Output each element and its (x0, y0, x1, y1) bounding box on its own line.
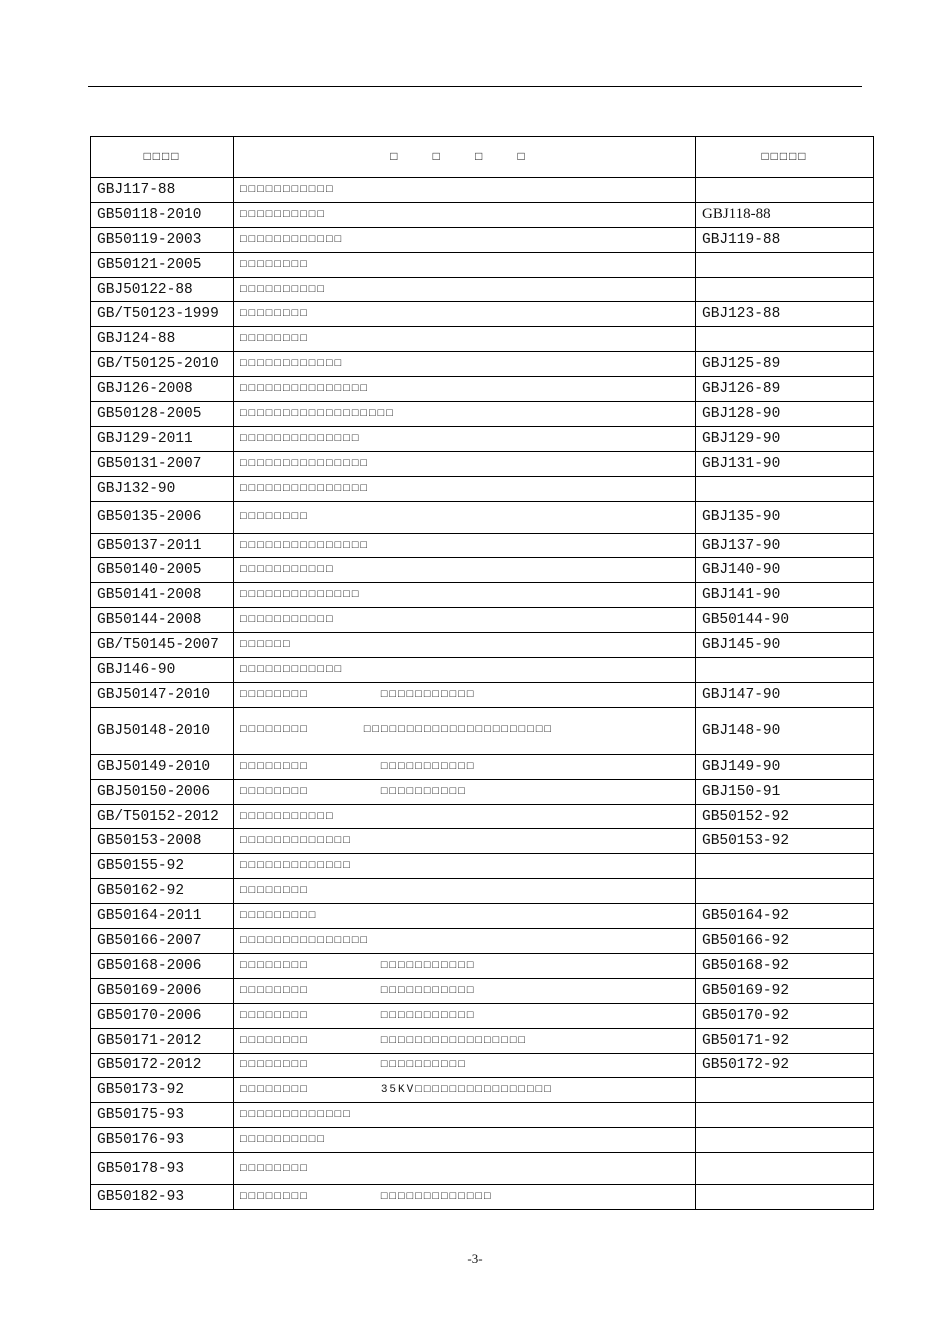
table-row (91, 1003, 874, 1028)
standard-name-suffix: □□□□□□□□□□□ (380, 984, 476, 997)
table-row (91, 451, 874, 476)
standard-name-prefix: □□□□□□□□ (240, 1191, 309, 1203)
replaced-standard: GBJ129-90 (696, 426, 874, 451)
standard-name (234, 754, 696, 779)
standard-name (234, 953, 696, 978)
standards-table (90, 136, 874, 1210)
table-row (91, 476, 874, 501)
replaced-standard (696, 658, 874, 683)
table-header-row (91, 137, 874, 178)
replaced-standard (696, 252, 874, 277)
standard-name (234, 779, 696, 804)
standard-code: GB50162-92 (91, 879, 234, 904)
replaced-standard (696, 1103, 874, 1128)
table-row (91, 829, 874, 854)
replaced-standard: GB50169-92 (696, 978, 874, 1003)
standard-code: GB50137-2011 (91, 533, 234, 558)
replaced-standard: GB50172-92 (696, 1053, 874, 1078)
standard-name: □□□□□□□□ (234, 1153, 696, 1185)
table-row (91, 202, 874, 227)
standard-code: GB50169-2006 (91, 978, 234, 1003)
standard-name: □□□□□□□□□□□□□ (234, 829, 696, 854)
table-row (91, 1053, 874, 1078)
standard-code: GB50164-2011 (91, 904, 234, 929)
standard-code: GBJ124-88 (91, 327, 234, 352)
standard-name: □□□□□□□□□□□□□□□ (234, 476, 696, 501)
standard-code: GB50166-2007 (91, 929, 234, 954)
standard-name: □□□□□□□□□□□□ (234, 658, 696, 683)
replaced-standard: GBJ137-90 (696, 533, 874, 558)
replaced-standard: GBJ135-90 (696, 501, 874, 533)
table-row (91, 352, 874, 377)
standard-name-prefix: □□□□□□□□ (240, 760, 309, 773)
standard-name-suffix: □□□□□□□□□□□ (380, 760, 476, 773)
table-row (91, 252, 874, 277)
standard-name: □□□□□□□□□□□□□□□ (234, 533, 696, 558)
table-row (91, 1078, 874, 1103)
replaced-standard (696, 1128, 874, 1153)
replaced-standard: GBJ128-90 (696, 402, 874, 427)
standard-code: GB50131-2007 (91, 451, 234, 476)
standard-name: □□□□□□□□□□□ (234, 608, 696, 633)
standard-name-prefix: □□□□□□□□ (240, 1009, 309, 1022)
replaced-standard (696, 277, 874, 302)
standard-code: GBJ132-90 (91, 476, 234, 501)
replaced-standard (696, 1078, 874, 1103)
standard-code: GBJ50149-2010 (91, 754, 234, 779)
standard-code: GB/T50125-2010 (91, 352, 234, 377)
standard-name-prefix: □□□□□□□□ (240, 785, 309, 798)
standard-name (234, 1078, 696, 1103)
standard-name-suffix: □□□□□□□□□□ (380, 785, 467, 798)
standard-name: □□□□□□□□ (234, 501, 696, 533)
table-row (91, 804, 874, 829)
table-row (91, 904, 874, 929)
standard-name-prefix: □□□□□□□□ (240, 1084, 309, 1097)
standard-name (234, 1053, 696, 1078)
table-row (91, 302, 874, 327)
replaced-standard: GBJ126-89 (696, 377, 874, 402)
standard-name (234, 1185, 696, 1210)
standard-code: GB50178-93 (91, 1153, 234, 1185)
standard-name-prefix: □□□□□□□□ (240, 959, 309, 972)
table-row (91, 501, 874, 533)
standard-code: GB50173-92 (91, 1078, 234, 1103)
replaced-standard: GBJ148-90 (696, 707, 874, 754)
standard-name-suffix: □□□□□□□□□□□□□ (380, 1191, 493, 1203)
standard-code: GBJ146-90 (91, 658, 234, 683)
table-row (91, 608, 874, 633)
standard-code: GBJ50150-2006 (91, 779, 234, 804)
table-row (91, 558, 874, 583)
standard-name-suffix: □□□□□□□□□□□□□□□□□□□□□□ (363, 724, 554, 737)
standard-code: GB50119-2003 (91, 227, 234, 252)
replaced-standard (696, 879, 874, 904)
standard-name-suffix: □□□□□□□□□□□□□□□□□ (380, 1034, 528, 1047)
column-header-replaces: □□□□□ (696, 137, 874, 178)
table-row (91, 879, 874, 904)
column-header-name: □ □ □ □ (234, 137, 696, 178)
standard-name: □□□□□□□□□□□□□ (234, 854, 696, 879)
table-row (91, 583, 874, 608)
replaced-standard (696, 178, 874, 203)
standard-name: □□□□□□□□ (234, 879, 696, 904)
replaced-standard: GB50168-92 (696, 953, 874, 978)
standard-code: GB/T50152-2012 (91, 804, 234, 829)
standard-name: □□□□□□□□ (234, 252, 696, 277)
standard-name: □□□□□□□□□□□□□□□ (234, 929, 696, 954)
table-row (91, 1028, 874, 1053)
standard-code: GBJ50147-2010 (91, 682, 234, 707)
replaced-standard: GB50164-92 (696, 904, 874, 929)
standard-code: GB/T50145-2007 (91, 633, 234, 658)
replaced-standard: GB50144-90 (696, 608, 874, 633)
standard-code: GB50172-2012 (91, 1053, 234, 1078)
table-row (91, 707, 874, 754)
standard-code: GB50128-2005 (91, 402, 234, 427)
standard-name: □□□□□□□□□□□□□□□ (234, 451, 696, 476)
table-body (91, 178, 874, 1210)
replaced-standard: GB50166-92 (696, 929, 874, 954)
table-row (91, 953, 874, 978)
replaced-standard: GBJ131-90 (696, 451, 874, 476)
standard-code: GBJ117-88 (91, 178, 234, 203)
standard-name-suffix: □□□□□□□□□□□ (380, 1009, 476, 1022)
table-row (91, 1185, 874, 1210)
standard-name-suffix: 35KV□□□□□□□□□□□□□□□□ (380, 1084, 553, 1097)
standard-code: GB50141-2008 (91, 583, 234, 608)
replaced-standard: GBJ150-91 (696, 779, 874, 804)
standard-code: GB50153-2008 (91, 829, 234, 854)
standard-code: GB50140-2005 (91, 558, 234, 583)
standard-name (234, 682, 696, 707)
standard-code: GB50182-93 (91, 1185, 234, 1210)
standard-name (234, 1003, 696, 1028)
table-row (91, 978, 874, 1003)
page-number: -3- (467, 1251, 483, 1266)
standard-name: □□□□□□ (234, 633, 696, 658)
replaced-standard: GBJ118-88 (696, 202, 874, 227)
table-row (91, 227, 874, 252)
standard-name (234, 707, 696, 754)
replaced-standard: GBJ119-88 (696, 227, 874, 252)
replaced-standard (696, 1153, 874, 1185)
table-row (91, 327, 874, 352)
standard-code: GB50171-2012 (91, 1028, 234, 1053)
replaced-standard: GB50152-92 (696, 804, 874, 829)
replaced-standard: GBJ141-90 (696, 583, 874, 608)
standard-name-suffix: □□□□□□□□□□ (380, 1059, 467, 1072)
standard-name: □□□□□□□□ (234, 327, 696, 352)
column-header-code: □□□□ (91, 137, 234, 178)
standard-name: □□□□□□□□□□□ (234, 178, 696, 203)
table-row (91, 929, 874, 954)
standard-name: □□□□□□□□□□□□□ (234, 1103, 696, 1128)
standard-name: □□□□□□□□□□□□□□ (234, 583, 696, 608)
standard-name: □□□□□□□□□□□ (234, 558, 696, 583)
standard-code: GB50121-2005 (91, 252, 234, 277)
standard-code: GBJ50148-2010 (91, 707, 234, 754)
standard-name-prefix: □□□□□□□□ (240, 984, 309, 997)
table-row (91, 1128, 874, 1153)
standard-name: □□□□□□□□ (234, 302, 696, 327)
replaced-standard: GBJ145-90 (696, 633, 874, 658)
standard-name (234, 1028, 696, 1053)
standard-name: □□□□□□□□□□ (234, 277, 696, 302)
table-row (91, 277, 874, 302)
table-row (91, 854, 874, 879)
standard-name-prefix: □□□□□□□□ (240, 1059, 309, 1072)
standard-name-suffix: □□□□□□□□□□□ (380, 959, 476, 972)
replaced-standard: GB50170-92 (696, 1003, 874, 1028)
table-row (91, 426, 874, 451)
standard-name: □□□□□□□□□□□□ (234, 227, 696, 252)
table-row (91, 377, 874, 402)
standard-code: GBJ50122-88 (91, 277, 234, 302)
table-row (91, 178, 874, 203)
table-row (91, 1153, 874, 1185)
standard-code: GB50170-2006 (91, 1003, 234, 1028)
standard-name-prefix: □□□□□□□□ (240, 688, 309, 701)
replaced-standard (696, 854, 874, 879)
standard-name: □□□□□□□□□□□□□□□ (234, 377, 696, 402)
standard-code: GB50135-2006 (91, 501, 234, 533)
standard-code: GB50118-2010 (91, 202, 234, 227)
standard-code: GB50176-93 (91, 1128, 234, 1153)
table-row (91, 658, 874, 683)
table-row (91, 402, 874, 427)
standard-name (234, 978, 696, 1003)
standard-code: GB50168-2006 (91, 953, 234, 978)
standard-name: □□□□□□□□□□ (234, 202, 696, 227)
table-row (91, 779, 874, 804)
standard-name-prefix: □□□□□□□□ (240, 724, 309, 737)
replaced-standard (696, 1185, 874, 1210)
replaced-standard: GBJ149-90 (696, 754, 874, 779)
standard-code: GB50155-92 (91, 854, 234, 879)
standard-name: □□□□□□□□□□ (234, 1128, 696, 1153)
standard-code: GB/T50123-1999 (91, 302, 234, 327)
standard-code: GB50144-2008 (91, 608, 234, 633)
replaced-standard: GBJ125-89 (696, 352, 874, 377)
standard-name: □□□□□□□□□ (234, 904, 696, 929)
table-row (91, 682, 874, 707)
replaced-standard: GB50153-92 (696, 829, 874, 854)
replaced-standard: GB50171-92 (696, 1028, 874, 1053)
replaced-standard: GBJ147-90 (696, 682, 874, 707)
table-row (91, 633, 874, 658)
standard-name-prefix: □□□□□□□□ (240, 1034, 309, 1047)
standard-code: GBJ126-2008 (91, 377, 234, 402)
standard-name: □□□□□□□□□□□□□□ (234, 426, 696, 451)
standard-name: □□□□□□□□□□□ (234, 804, 696, 829)
table-row (91, 1103, 874, 1128)
standard-code: GB50175-93 (91, 1103, 234, 1128)
table-row (91, 533, 874, 558)
replaced-standard: GBJ123-88 (696, 302, 874, 327)
header-rule (88, 86, 862, 87)
replaced-standard (696, 476, 874, 501)
replaced-standard (696, 327, 874, 352)
standard-name: □□□□□□□□□□□□□□□□□□ (234, 402, 696, 427)
replaced-standard: GBJ140-90 (696, 558, 874, 583)
standard-name: □□□□□□□□□□□□ (234, 352, 696, 377)
standard-code: GBJ129-2011 (91, 426, 234, 451)
standard-name-suffix: □□□□□□□□□□□ (380, 688, 476, 701)
table-row (91, 754, 874, 779)
